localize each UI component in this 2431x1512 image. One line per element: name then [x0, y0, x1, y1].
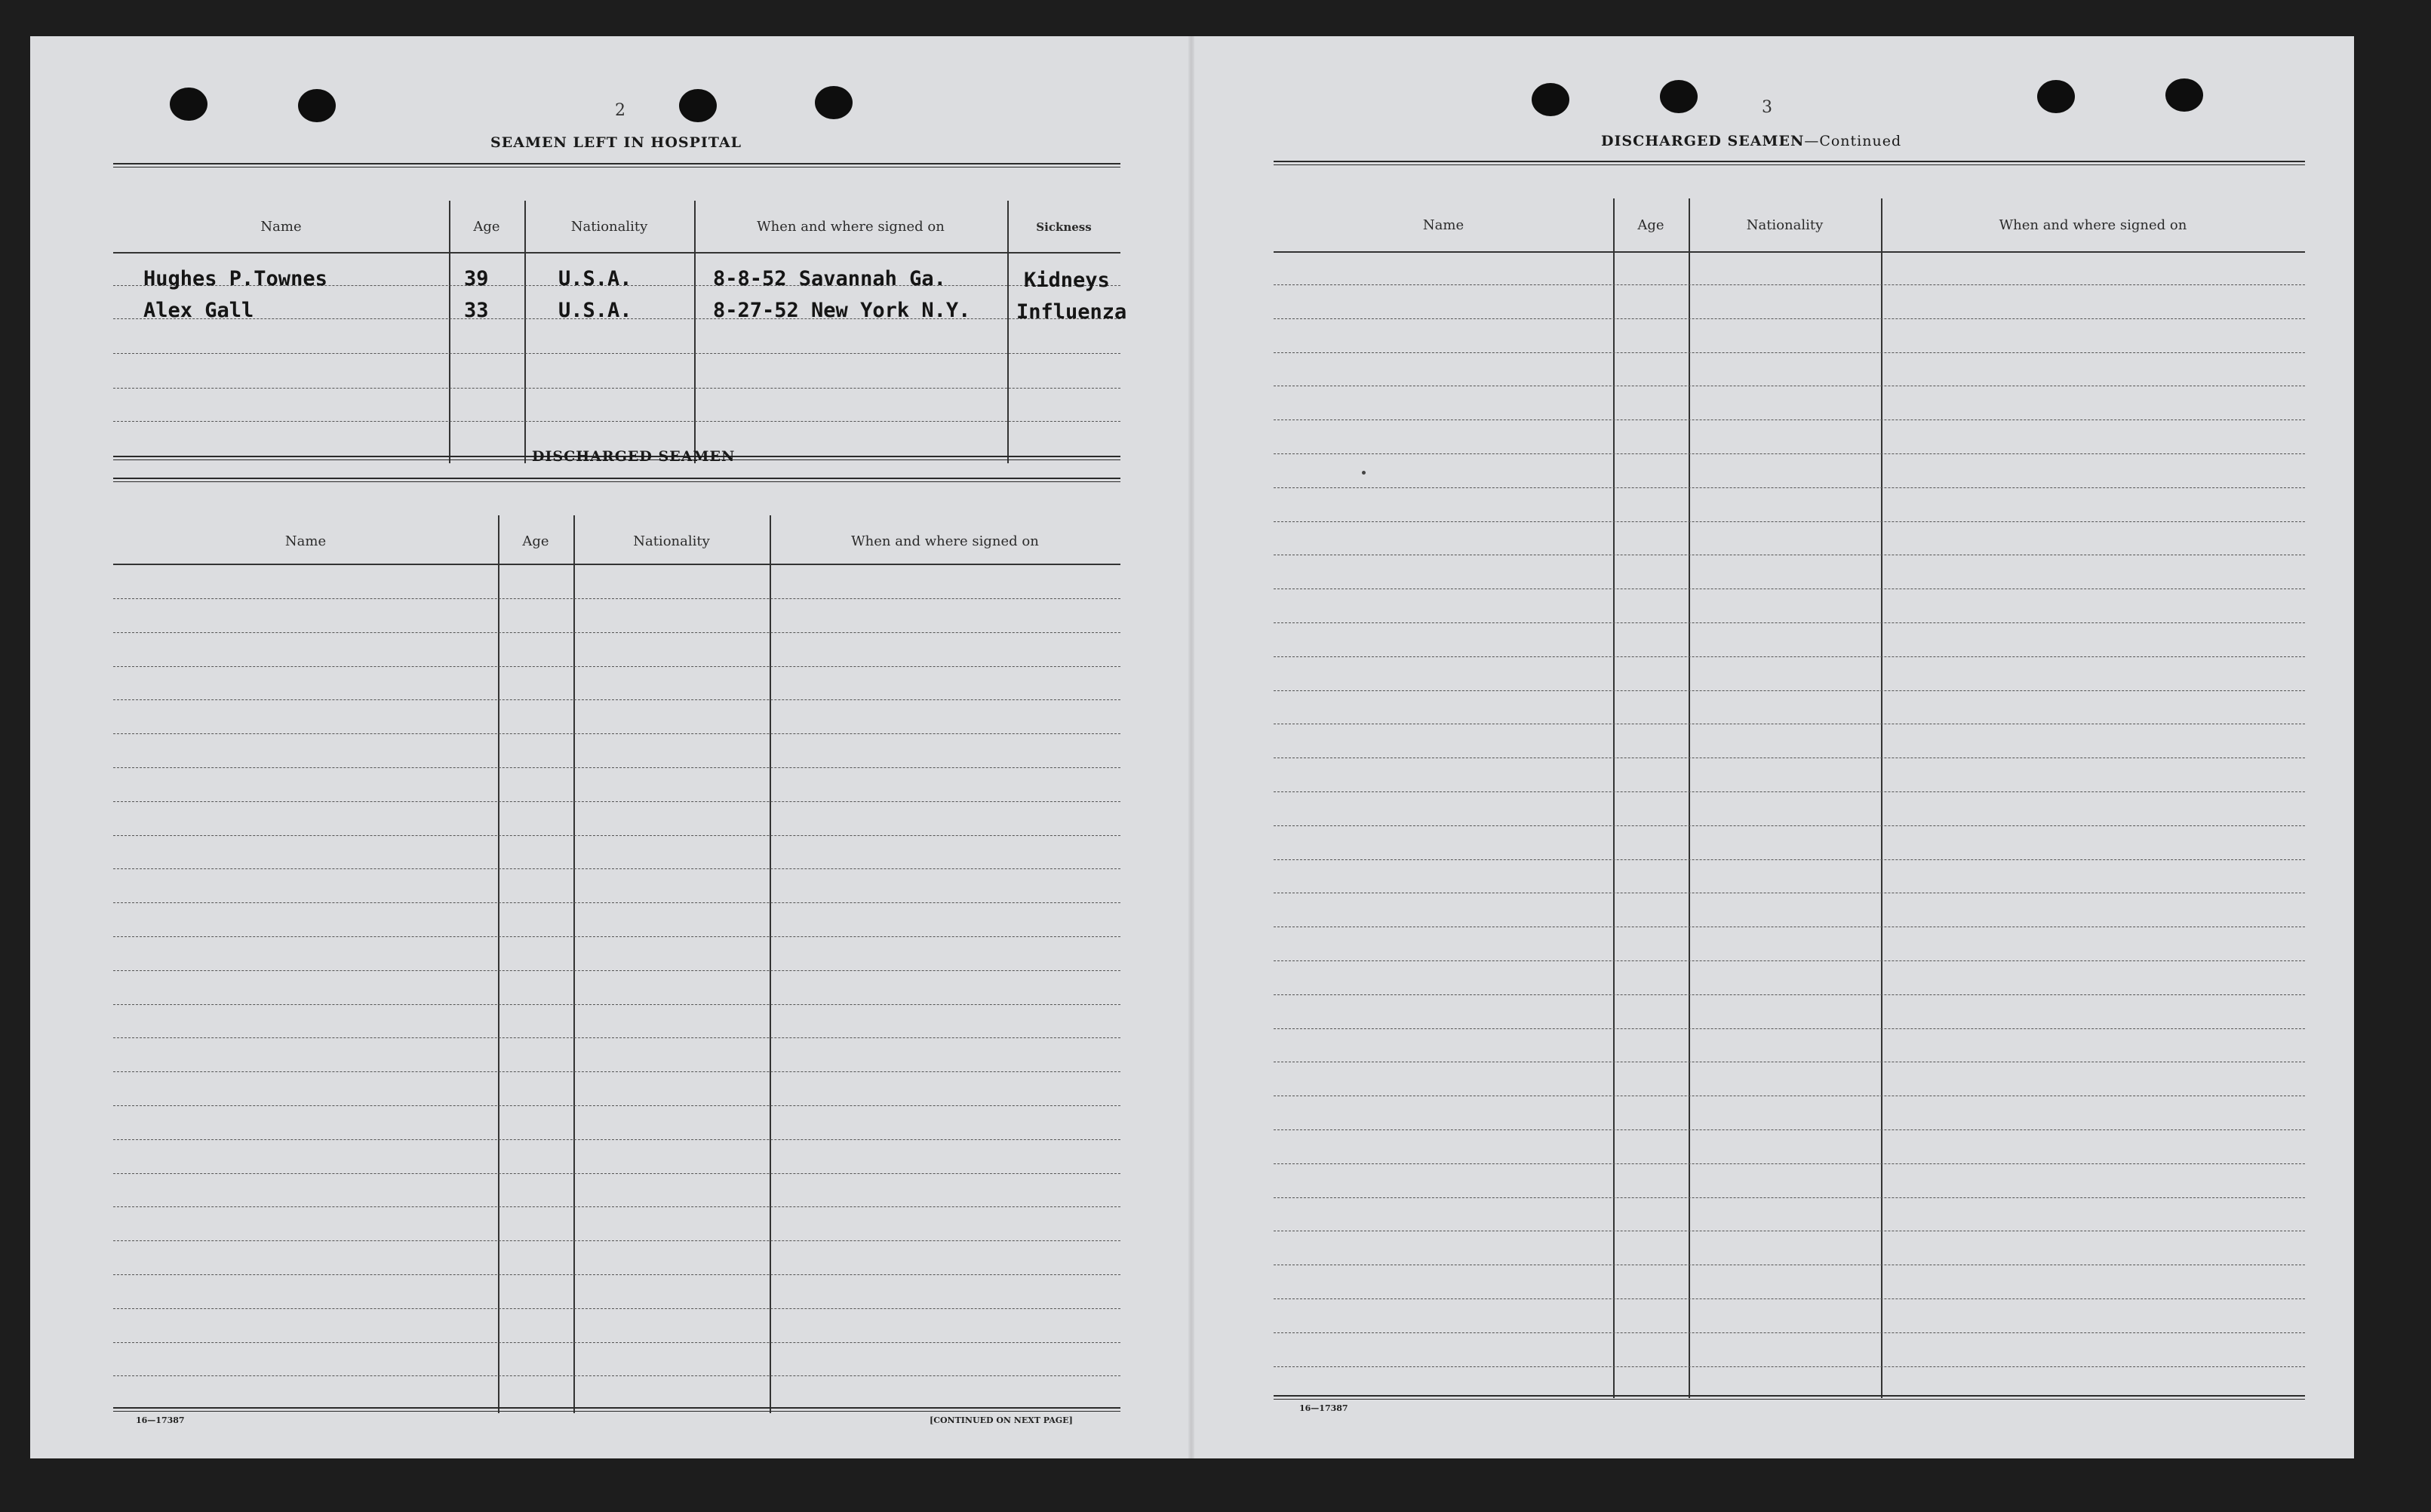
col-header-sickness: Sickness [1036, 220, 1092, 234]
ruled-line [113, 1342, 1120, 1343]
hospital-section-title: SEAMEN LEFT IN HOSPITAL [490, 134, 742, 151]
ruled-line [1274, 994, 2305, 995]
discharged-continued-title [1601, 133, 1901, 149]
ruled-line [113, 801, 1120, 802]
ink-speck [1362, 471, 1366, 475]
page-number-left: 2 [615, 101, 625, 120]
hospital-row-2-sickness: Influenza [1016, 300, 1127, 324]
ruled-line [1274, 825, 2305, 826]
ruled-line [1274, 859, 2305, 860]
hospital-row-2-signed-on: 8-27-52 New York N.Y. [713, 299, 971, 322]
page-number-right: 3 [1762, 98, 1772, 117]
hospital-row-1-sickness: Kidneys [1024, 269, 1110, 292]
hospital-row-2-age: 33 [464, 299, 489, 322]
hospital-table [113, 163, 1127, 463]
ruled-line [113, 598, 1120, 599]
ruled-line [113, 1105, 1120, 1106]
form-number-right: 16—17387 [1299, 1403, 1348, 1413]
continued-note: [CONTINUED ON NEXT PAGE] [930, 1415, 1073, 1425]
document-sheet [30, 36, 2354, 1458]
ruled-line [1274, 622, 2305, 623]
ruled-line [113, 868, 1120, 869]
col-header-name: Name [260, 219, 302, 235]
ruled-line [113, 1308, 1120, 1309]
ruled-line [113, 936, 1120, 937]
hospital-row-1-age: 39 [464, 267, 489, 290]
col-header-age: Age [473, 219, 500, 235]
ruled-line [1274, 453, 2305, 454]
ruled-line [113, 1037, 1120, 1038]
hospital-row-1-name: Hughes P.Townes [143, 267, 327, 290]
ruled-line [1274, 284, 2305, 285]
col-header-age: Age [522, 533, 549, 549]
ruled-line [1274, 1028, 2305, 1029]
col-header-age: Age [1637, 217, 1664, 233]
ruled-line [113, 1071, 1120, 1072]
discharged-section-title: DISCHARGED SEAMEN [532, 448, 736, 465]
ruled-line [1274, 1366, 2305, 1367]
hospital-row-1-nationality: U.S.A. [558, 267, 632, 290]
title-main: DISCHARGED SEAMEN [1601, 133, 1805, 149]
ruled-line [113, 1004, 1120, 1005]
ruled-line [1274, 419, 2305, 420]
col-header-signed-on: When and where signed on [757, 219, 945, 235]
hospital-row-1-signed-on: 8-8-52 Savannah Ga. [713, 267, 946, 290]
ruled-line [1274, 1129, 2305, 1130]
ruled-line [1274, 791, 2305, 792]
ruled-line [1274, 487, 2305, 488]
hospital-row-2-name: Alex Gall [143, 299, 254, 322]
discharged-table-right [1274, 161, 2305, 1406]
ruled-line [1274, 656, 2305, 657]
col-header-name: Name [284, 533, 327, 549]
hospital-row-2-nationality: U.S.A. [558, 299, 632, 322]
punch-hole [1660, 80, 1698, 113]
ruled-line [113, 1274, 1120, 1275]
discharged-table-left [113, 478, 1120, 1415]
ruled-line [1274, 1298, 2305, 1299]
ruled-line [113, 835, 1120, 836]
punch-hole [1532, 83, 1569, 116]
col-header-nationality: Nationality [1746, 217, 1824, 233]
ruled-line [1274, 690, 2305, 691]
col-header-nationality: Nationality [570, 219, 648, 235]
ruled-line [1274, 960, 2305, 961]
ruled-line [113, 970, 1120, 971]
ruled-line [113, 1240, 1120, 1241]
form-number-left: 16—17387 [136, 1415, 185, 1425]
ruled-line [1274, 352, 2305, 353]
ruled-line [113, 1139, 1120, 1140]
punch-hole [679, 89, 717, 122]
ruled-line [1274, 318, 2305, 319]
ruled-line [1274, 1197, 2305, 1198]
ruled-line [1274, 1163, 2305, 1164]
ruled-line [113, 733, 1120, 734]
ruled-line [1274, 1332, 2305, 1333]
ruled-line [113, 632, 1120, 633]
page-fold [1188, 36, 1194, 1458]
ruled-line [113, 1375, 1120, 1376]
ruled-line [113, 1173, 1120, 1174]
col-header-signed-on: When and where signed on [851, 533, 1039, 549]
punch-hole [2165, 78, 2203, 112]
ruled-line [113, 699, 1120, 700]
col-header-name: Name [1422, 217, 1464, 233]
punch-hole [170, 88, 207, 121]
ruled-line [113, 767, 1120, 768]
title-continued: —Continued [1804, 133, 1902, 149]
col-header-signed-on: When and where signed on [1999, 217, 2187, 233]
punch-hole [815, 86, 853, 119]
ruled-line [113, 1206, 1120, 1207]
col-header-nationality: Nationality [633, 533, 710, 549]
ruled-line [113, 902, 1120, 903]
ruled-line [113, 666, 1120, 667]
punch-hole [2037, 80, 2075, 113]
punch-hole [298, 89, 336, 122]
ruled-line [1274, 521, 2305, 522]
